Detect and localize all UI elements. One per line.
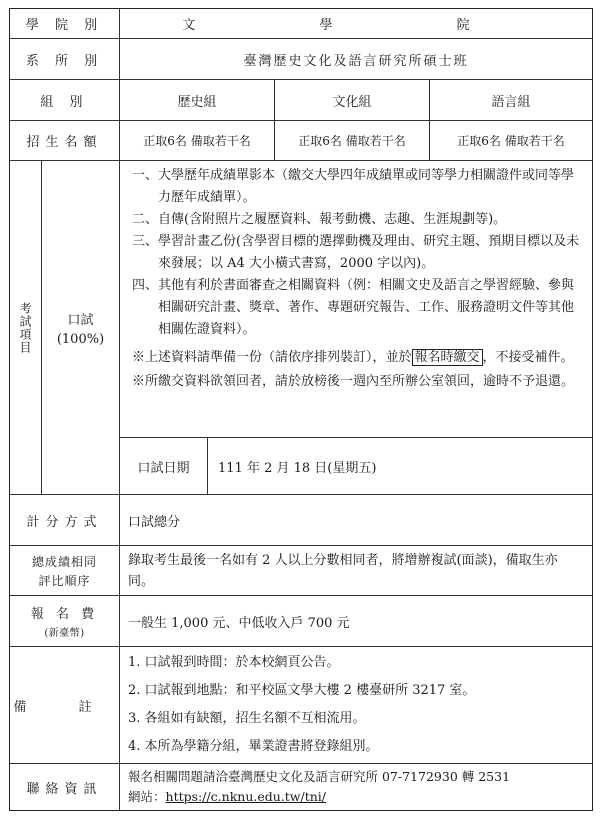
oral-weight: (100%): [56, 331, 105, 347]
row-remarks: [10, 647, 592, 764]
remark-item: 4. 本所為學籍分組，畢業證書將登錄組別。: [128, 739, 379, 754]
row-contact: [10, 764, 592, 810]
tiebreak-label-1: 總成績相同: [31, 554, 97, 569]
oral-date-value: 111 年 2 月 18 日(星期五): [218, 461, 377, 476]
exam-item: 四、其他有利於書面審查之相關資料（例：相關文史及語言之學習經驗、參與相關研究計畫、獎章、著作、專題研究報告、工作、服務證明文件等其他相關佐證資料）。: [132, 278, 575, 337]
row-fee: [10, 596, 592, 647]
exam-requirements: [120, 161, 592, 438]
quota-history: 正取6名 備取若干名: [120, 121, 275, 160]
remark-item: 1. 口試報到時間：於本校網頁公告。: [128, 655, 340, 670]
exam-item: 一、大學歷年成績單影本（繳交大學四年成績單或同等學力相關證件或同等學力歷年成績單）。: [132, 168, 575, 205]
return-note: ※所繳交資料欲領回者，請於放榜後一週內至所辦公室領回，逾時不予退還。: [132, 374, 575, 389]
admission-table: [9, 8, 593, 811]
exam-side-label: 考試項目: [18, 301, 32, 354]
oral-date-row: [120, 438, 592, 495]
group-culture: 文化組: [275, 80, 430, 120]
exam-item: 二、自傳(含附照片之履歷資料、報考動機、志趣、生涯規劃等)。: [132, 212, 507, 227]
exam-item: 三、學習計畫乙份(含學習目標的選擇動機及理由、研究主題、預期目標以及未來發展；以 A4 大小橫式書寫，2000 字以內)。: [132, 234, 580, 271]
tiebreak-value: 錄取考生最後一名如有 2 人以上分數相同者，將增辦複試(面談)，備取生亦同。: [128, 552, 558, 589]
quota-language: 正取6名 備取若干名: [457, 134, 565, 148]
fee-label-sub: (新臺幣): [44, 628, 85, 639]
row-scoring: [10, 495, 592, 546]
quota-culture: 正取6名 備取若干名: [275, 121, 430, 160]
college-value: 文 學 院: [182, 18, 530, 33]
exam-section: [10, 161, 592, 495]
fee-label: 報 名 費: [30, 607, 99, 622]
website-link[interactable]: https://c.nknu.edu.tw/tni/: [165, 789, 326, 804]
row-group: [10, 80, 592, 121]
fee-value: 一般生 1,000 元、中低收入戶 700 元: [128, 615, 350, 631]
scoring-label: 計分方式: [10, 495, 120, 545]
contact-phone: 報名相關問題請洽臺灣歷史文化及語言研究所 07-7172930 轉 2531: [128, 769, 511, 784]
row-department: [10, 39, 592, 80]
submit-at-registration-box: 報名時繳交: [412, 349, 483, 366]
tiebreak-label-2: 評比順序: [38, 573, 91, 588]
row-college: [10, 9, 592, 39]
group-history: 歷史組: [120, 80, 275, 120]
website-prefix: 網站：: [128, 789, 166, 804]
group-label: 組 別: [10, 80, 120, 120]
oral-exam-cell: [42, 161, 120, 494]
department-label: 系 所 別: [10, 39, 120, 79]
remarks-label: 備 註: [10, 647, 120, 763]
college-label: 學 院 別: [10, 9, 120, 38]
oral-date-label: 口試日期: [120, 438, 208, 495]
group-language: 語言組: [491, 94, 531, 110]
quota-label: 招生名額: [10, 121, 120, 160]
row-tiebreak: [10, 546, 592, 596]
contact-label: 聯絡資訊: [10, 764, 120, 810]
oral-label: 口試: [67, 312, 94, 328]
scoring-value: 口試總分: [128, 514, 181, 530]
remark-item: 2. 口試報到地點：和平校區文學大樓 2 樓臺研所 3217 室。: [128, 683, 476, 698]
department-value: 臺灣歷史文化及語言研究所碩士班: [243, 53, 469, 69]
submission-note: ※上述資料請準備一份（請依序排列裝訂），並於 報名時繳交 ，不接受補件。: [132, 350, 574, 365]
row-quota: [10, 121, 592, 161]
remark-item: 3. 各組如有缺額，招生名額不互相流用。: [128, 711, 366, 726]
